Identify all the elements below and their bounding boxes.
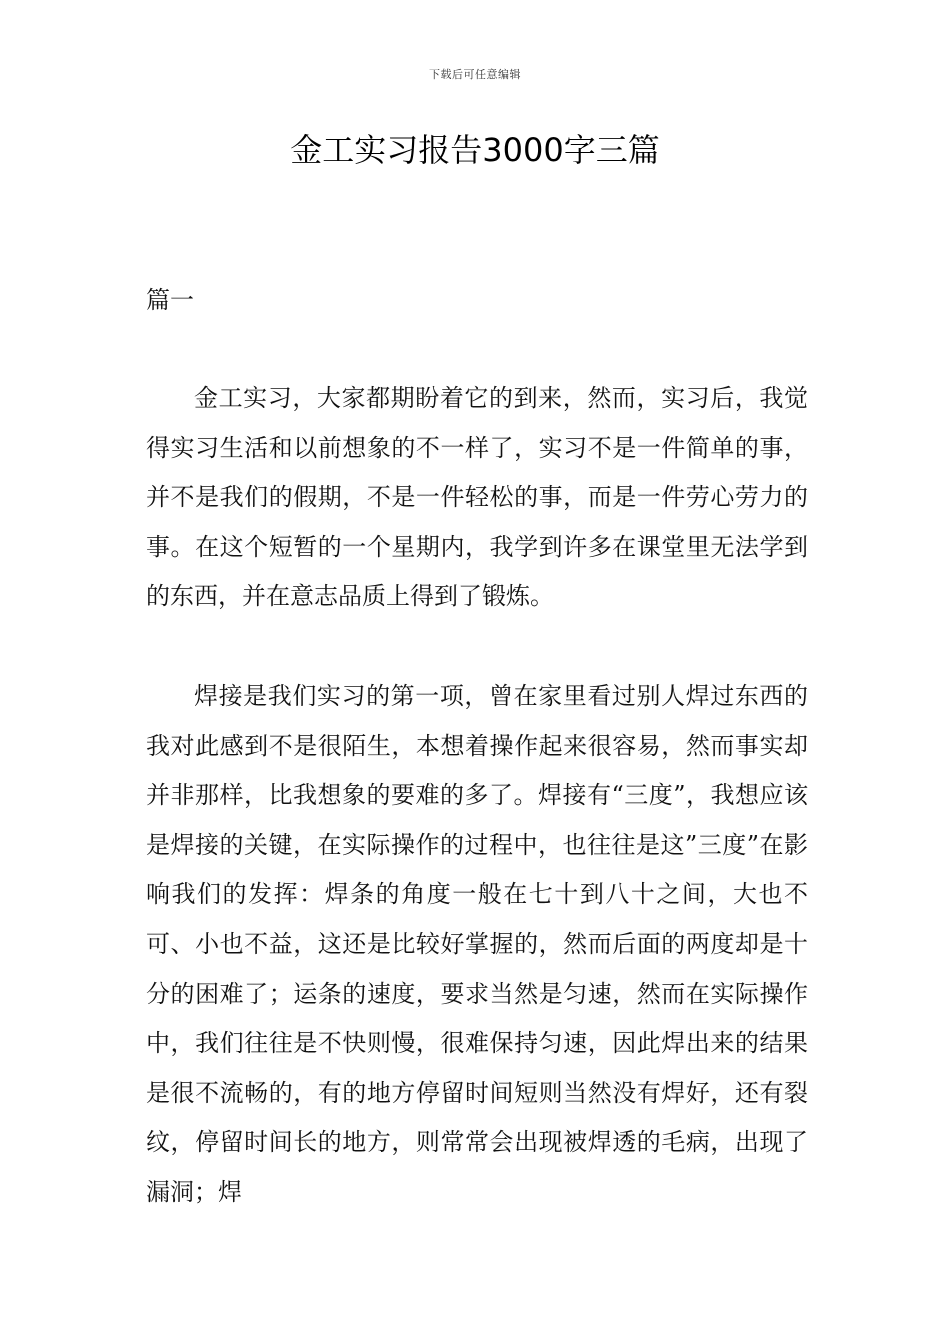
paragraph-1: 金工实习，大家都期盼着它的到来，然而，实习后，我觉得实习生活和以前想象的不一样了，实习不是一件简单的事，并不是我们的假期，不是一件轻松的事，而是一件劳心劳力的事。在这个短暂的一个星期内，我学到许多在课堂里无法学到的东西，并在意志品质上得到了锻炼。 — [146, 384, 808, 611]
document-title: 金工实习报告3000字三篇 — [290, 131, 660, 169]
section-label: 篇一 — [146, 286, 194, 314]
paragraph-2: 焊接是我们实习的第一项，曾在家里看过别人焊过东西的我对此感到不是很陌生，本想着操作起来很容易，然而事实却并非那样，比我想象的要难的多了。焊接有“三度”，我想应该是焊接的关键，在实际操作的过程中，也往往是这”三度”在影响我们的发挥：焊条的角度一般在七十到八十之间，大也不可、小也不益，这还是比较好掌握的，然而后面的两度却是十分的困难了；运条的速度，要求当然是匀速，然而在实际操作中，我们往往是不快则慢，很难保持匀速，因此焊出来的结果是很不流畅的，有的地方停留时间短则当然没有焊好，还有裂纹，停留时间长的地方，则常常会出现被焊透的毛病，出现了漏洞；焊 — [146, 682, 808, 1206]
header-note: 下载后可任意编辑 — [429, 68, 521, 81]
